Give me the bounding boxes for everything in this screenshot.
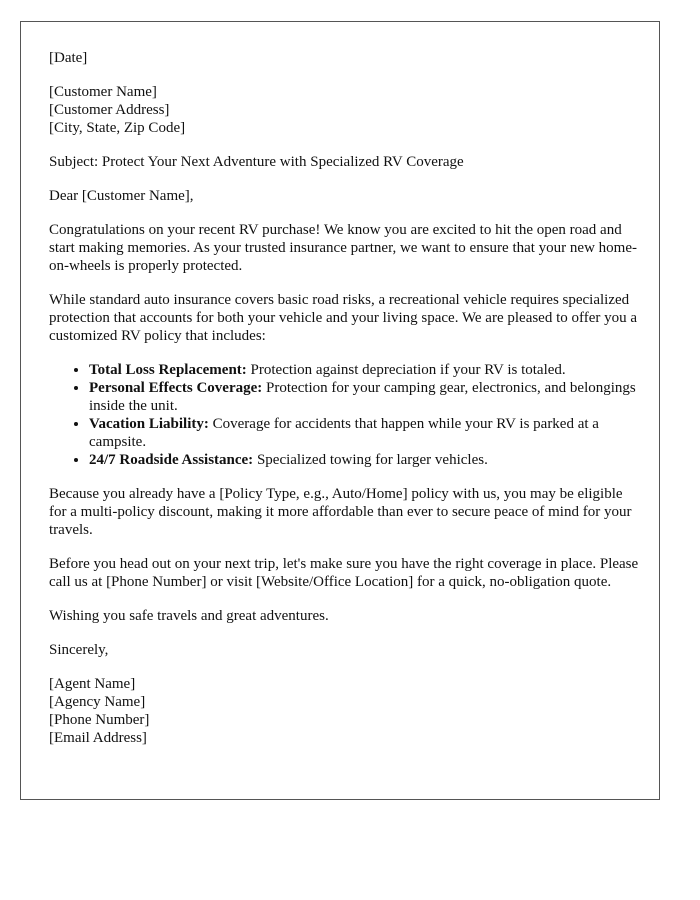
coverage-item-text: Specialized towing for larger vehicles. (253, 452, 488, 468)
letter-page (20, 21, 660, 800)
agent-name: [Agent Name] (49, 676, 136, 692)
signature-block (49, 675, 639, 747)
letter-subject: Subject: Protect Your Next Adventure with Specialized RV Coverage (49, 154, 464, 170)
coverage-item-title: 24/7 Roadside Assistance: (89, 452, 254, 468)
coverage-item (89, 379, 639, 415)
recipient-name: [Customer Name] (49, 84, 157, 100)
recipient-address: [Customer Address] (49, 102, 170, 118)
coverage-item (89, 451, 639, 469)
paragraph-discount: Because you already have a [Policy Type, e.g., Auto/Home] policy with us, you may be eligible for a multi-policy discount, making it more affordable than ever to secure peace of mind for your travels. (49, 486, 632, 538)
coverage-item (89, 361, 639, 379)
recipient-block (49, 83, 639, 137)
coverage-item-title: Vacation Liability: (89, 416, 209, 432)
coverage-item-text: Protection for your camping gear, electronics, and belongings inside the unit. (89, 380, 636, 414)
letter-closing: Sincerely, (49, 642, 109, 658)
paragraph-coverage-intro: While standard auto insurance covers basic road risks, a recreational vehicle requires specialized protection that accounts for both your vehicle and your living space. We are pleased to offer you a customized RV policy that includes: (49, 292, 638, 344)
paragraph-call-to-action: Before you head out on your next trip, let's make sure you have the right coverage in place. Please call us at [Phone Number] or visit [Website/Office Location] for a quick, no-obligation quote. (49, 556, 639, 590)
coverage-item-title: Total Loss Replacement: (89, 362, 247, 378)
coverage-item (89, 415, 639, 451)
coverage-item-title: Personal Effects Coverage: (89, 380, 263, 396)
letter-body (49, 49, 639, 763)
coverage-list (49, 361, 639, 469)
coverage-item-text: Coverage for accidents that happen while your RV is parked at a campsite. (89, 416, 599, 450)
letter-greeting: Dear [Customer Name], (49, 188, 194, 204)
agent-phone: [Phone Number] (49, 712, 150, 728)
recipient-city-state-zip: [City, State, Zip Code] (49, 120, 186, 136)
agent-email: [Email Address] (49, 730, 147, 746)
coverage-item-text: Protection against depreciation if your RV is totaled. (246, 362, 566, 378)
paragraph-intro: Congratulations on your recent RV purchase! We know you are excited to hit the open road and start making memories. As your trusted insurance partner, we want to ensure that your new home-on-wheels is properly protected. (49, 222, 637, 274)
letter-date: [Date] (49, 50, 88, 66)
agency-name: [Agency Name] (49, 694, 146, 710)
paragraph-wishes: Wishing you safe travels and great adventures. (49, 608, 329, 624)
